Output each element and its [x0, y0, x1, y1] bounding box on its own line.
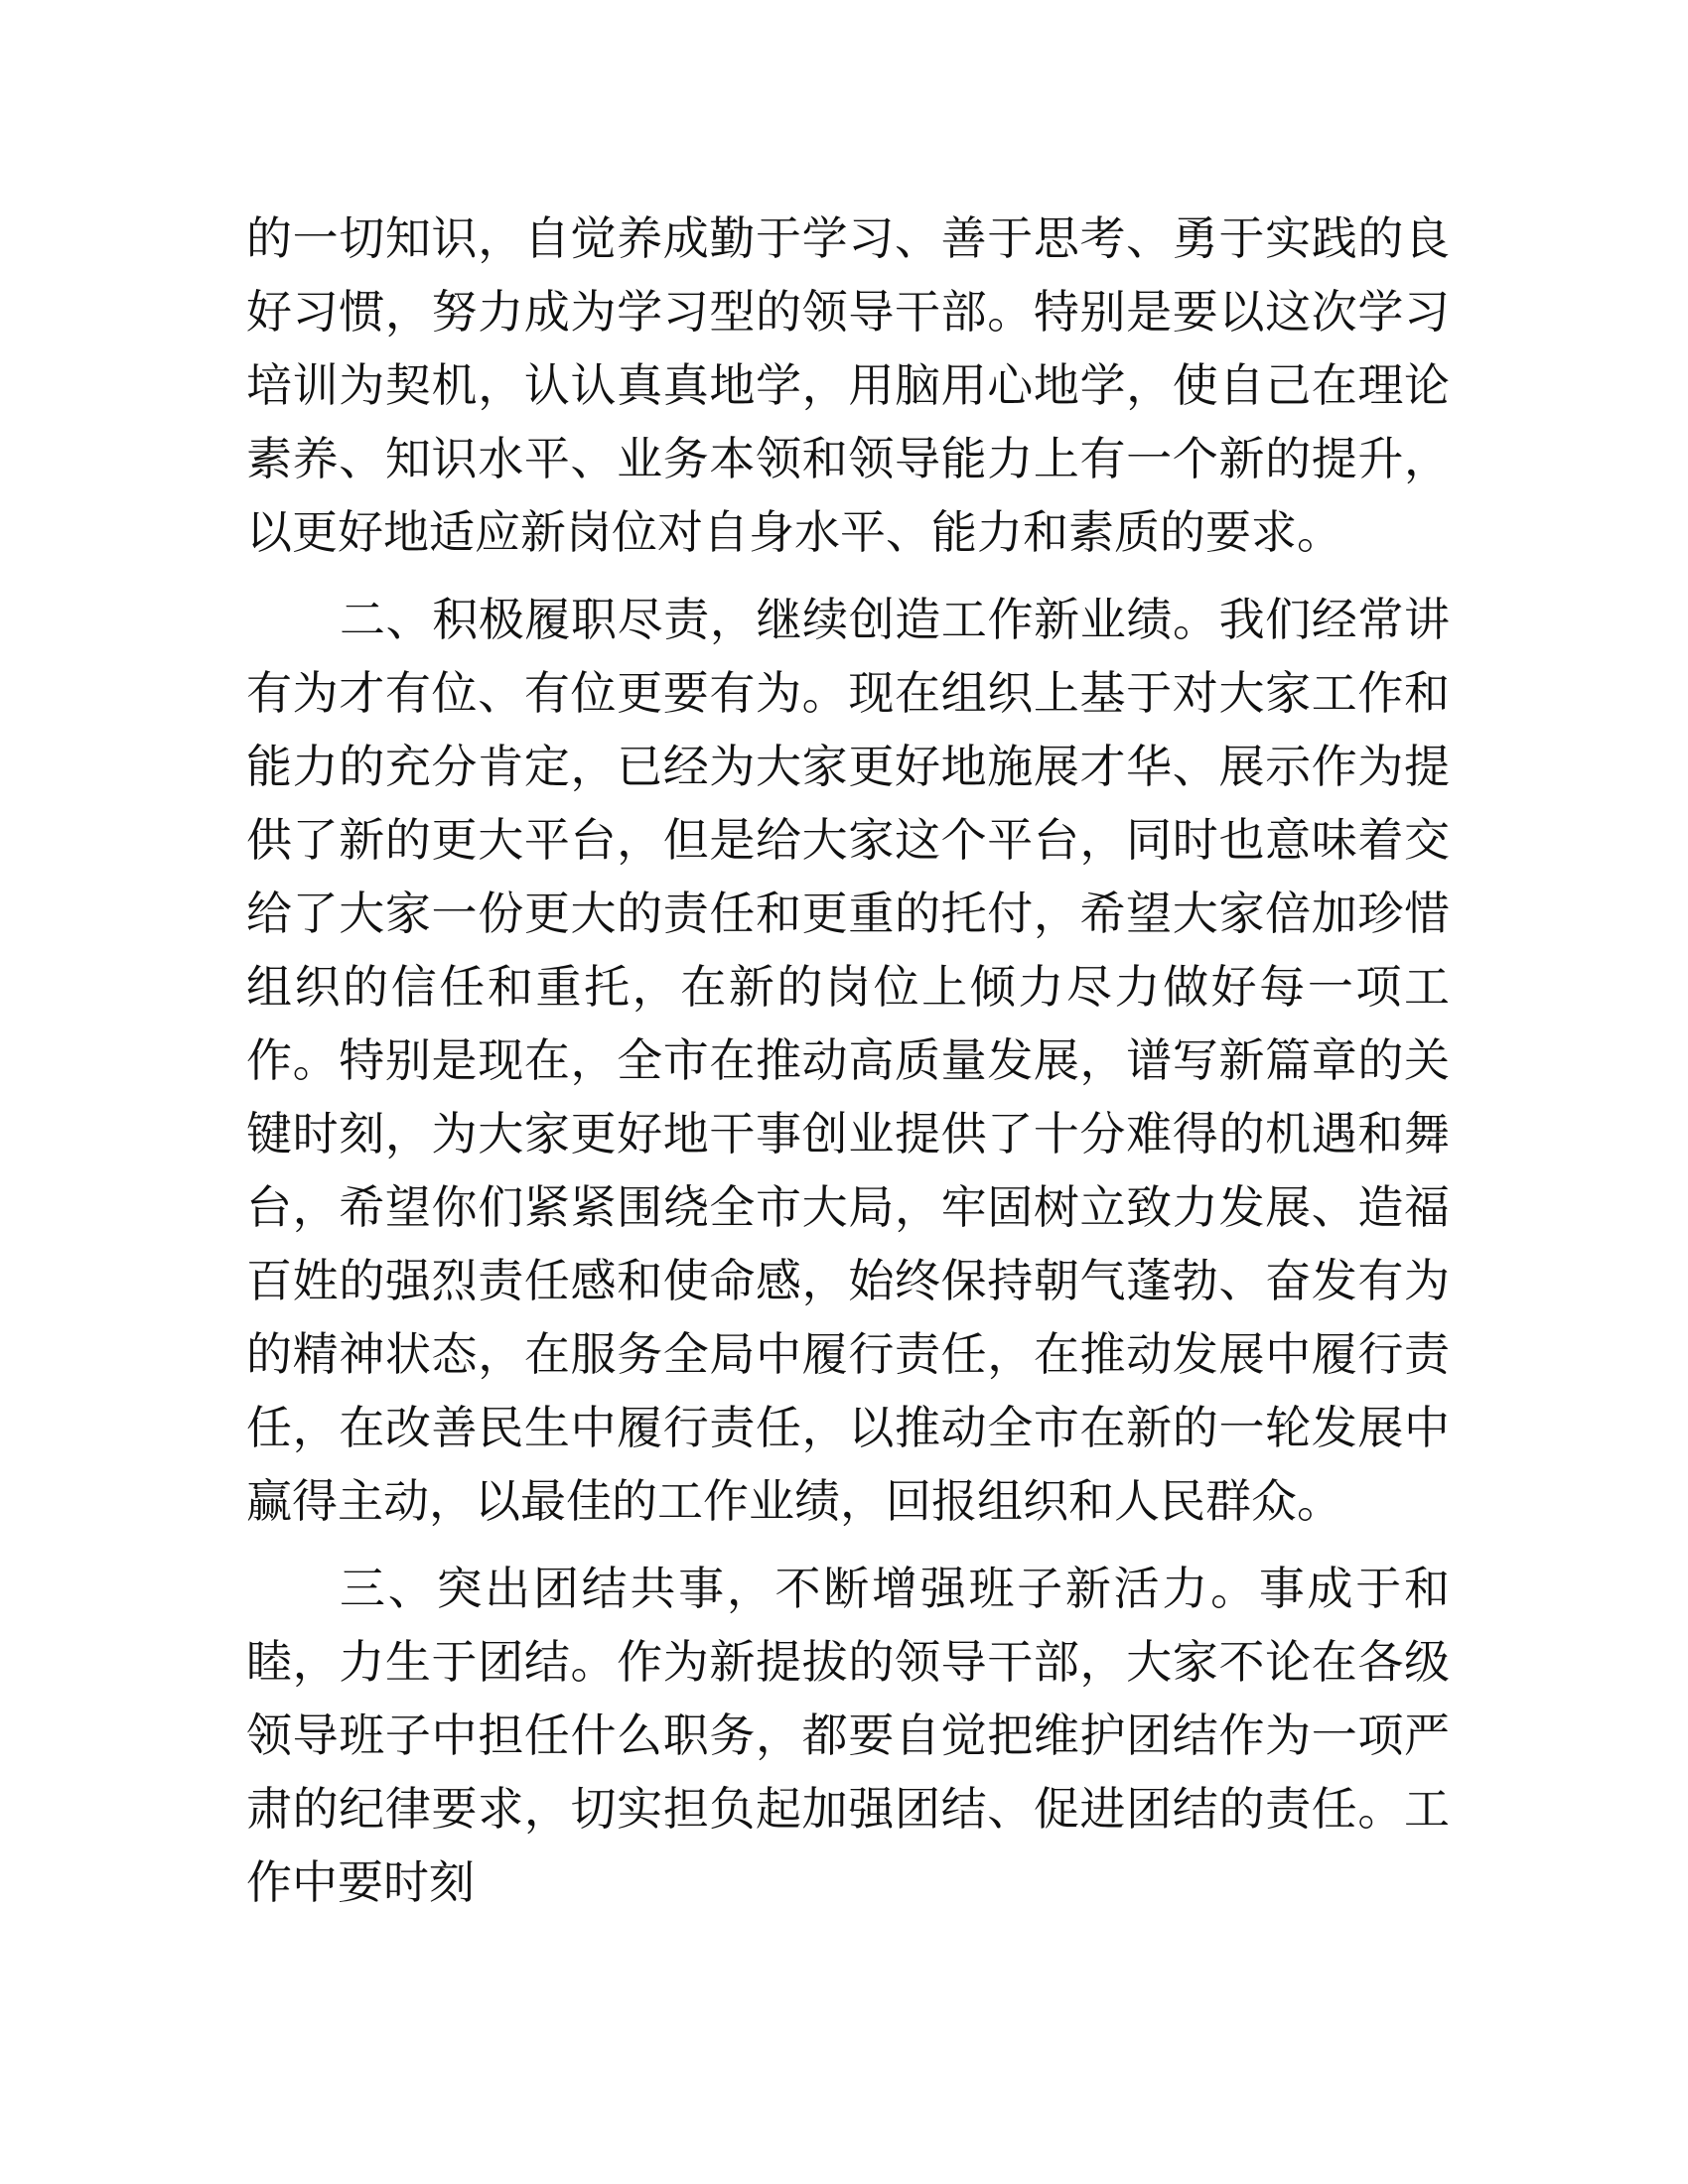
paragraph-section-three: 三、突出团结共事，不断增强班子新活力。事成于和睦，力生于团结。作为新提拔的领导干部，大家不论在各级领导班子中担任什么职务，都要自觉把维护团结作为一项严肃的纪律要求，切实担负起加强团结、促进团结的责任。工作中要时刻 [246, 1562, 1450, 1909]
document-body [246, 202, 1450, 1919]
paragraph-continuation: 的一切知识，自觉养成勤于学习、善于思考、勇于实践的良好习惯，努力成为学习型的领导干部。特别是要以这次学习培训为契机，认认真真地学，用脑用心地学，使自己在理论素养、知识水平、业务本领和领导能力上有一个新的提升，以更好地适应新岗位对自身水平、能力和素质的要求。 [246, 211, 1450, 559]
paragraph-section-two: 二、积极履职尽责，继续创造工作新业绩。我们经常讲有为才有位、有位更要有为。现在组织上基于对大家工作和能力的充分肯定，已经为大家更好地施展才华、展示作为提供了新的更大平台，但是给大家这个平台，同时也意味着交给了大家一份更大的责任和更重的托付，希望大家倍加珍惜组织的信任和重托，在新的岗位上倾力尽力做好每一项工作。特别是现在，全市在推动高质量发展，谱写新篇章的关键时刻，为大家更好地干事创业提供了十分难得的机遇和舞台，希望你们紧紧围绕全市大局，牢固树立致力发展、造福百姓的强烈责任感和使命感，始终保持朝气蓬勃、奋发有为的精神状态，在服务全局中履行责任，在推动发展中履行责任，在改善民生中履行责任，以推动全市在新的一轮发展中赢得主动，以最佳的工作业绩，回报组织和人民群众。 [246, 593, 1450, 1528]
